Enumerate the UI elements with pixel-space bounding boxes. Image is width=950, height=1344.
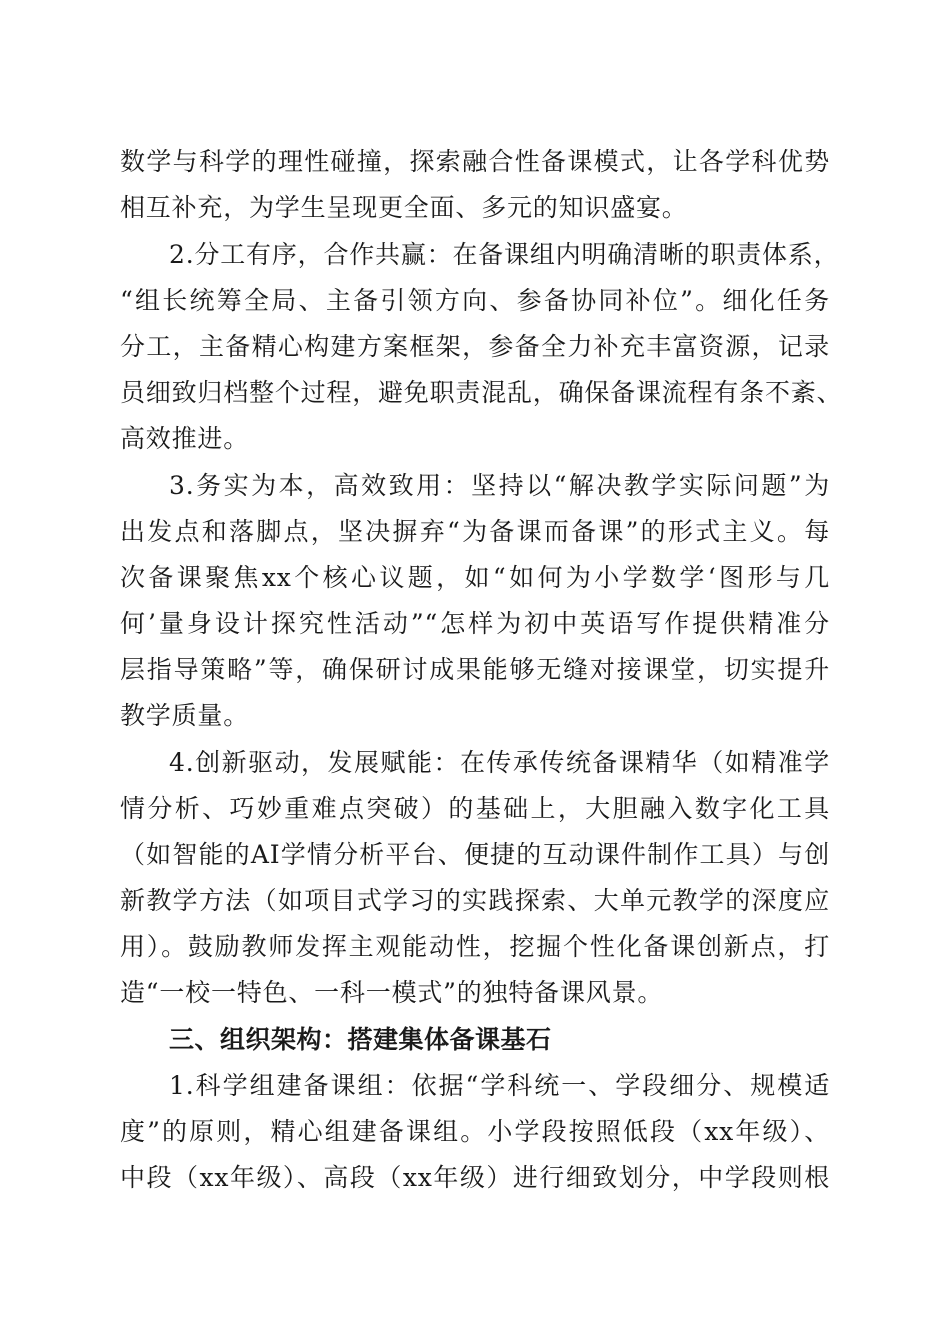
text-line-10: 次备课聚焦xx个核心议题，如“如何为小学数学‘图形与几 xyxy=(120,563,830,592)
text-line-17: 新教学方法（如项目式学习的实践探索、大单元教学的深度应 xyxy=(120,886,830,915)
text-line-1: 数学与科学的理性碰撞，探索融合性备课模式，让各学科优势 xyxy=(120,147,830,176)
text-line-13: 教学质量。 xyxy=(120,701,250,730)
text-line-6: 员细致归档整个过程，避免职责混乱，确保备课流程有条不紊、 xyxy=(120,378,843,407)
text-line-7: 高效推进。 xyxy=(120,424,250,453)
text-line-12: 层指导策略”等，确保研讨成果能够无缝对接课堂，切实提升 xyxy=(120,655,830,684)
paragraph-3-line-1: 3.务实为本，高效致用：坚持以“解决教学实际问题”为 xyxy=(169,471,830,500)
text-line-19: 造“一校一特色、一科一模式”的独特备课风景。 xyxy=(120,978,664,1007)
text-line-15: 情分析、巧妙重难点突破）的基础上，大胆融入数字化工具 xyxy=(120,794,830,823)
section-heading: 三、组织架构：搭建集体备课基石 xyxy=(169,1025,552,1054)
text-line-11: 何’量身设计探究性活动”“怎样为初中英语写作提供精准分 xyxy=(120,609,830,638)
text-line-5: 分工，主备精心构建方案框架，参备全力补充丰富资源，记录 xyxy=(120,332,830,361)
text-line-9: 出发点和落脚点，坚决摒弃“为备课而备课”的形式主义。每 xyxy=(120,517,830,546)
paragraph-2-line-1: 2.分工有序，合作共赢：在备课组内明确清晰的职责体系， xyxy=(169,240,840,269)
text-line-16: （如智能的AI学情分析平台、便捷的互动课件制作工具）与创 xyxy=(120,840,830,869)
paragraph-5-line-1: 1.科学组建备课组：依据“学科统一、学段细分、规模适 xyxy=(169,1071,830,1100)
text-line-2: 相互补充，为学生呈现更全面、多元的知识盛宴。 xyxy=(120,193,688,222)
text-line-18: 用）。鼓励教师发挥主观能动性，挖掘个性化备课创新点，打 xyxy=(120,932,830,961)
text-line-4: “组长统筹全局、主备引领方向、参备协同补位”。细化任务 xyxy=(120,286,830,315)
text-line-23: 中段（xx年级）、高段（xx年级）进行细致划分，中学段则根 xyxy=(120,1163,830,1192)
text-line-22: 度”的原则，精心组建备课组。小学段按照低段（xx年级）、 xyxy=(120,1117,830,1146)
paragraph-4-line-1: 4.创新驱动，发展赋能：在传承传统备课精华（如精准学 xyxy=(169,748,830,777)
